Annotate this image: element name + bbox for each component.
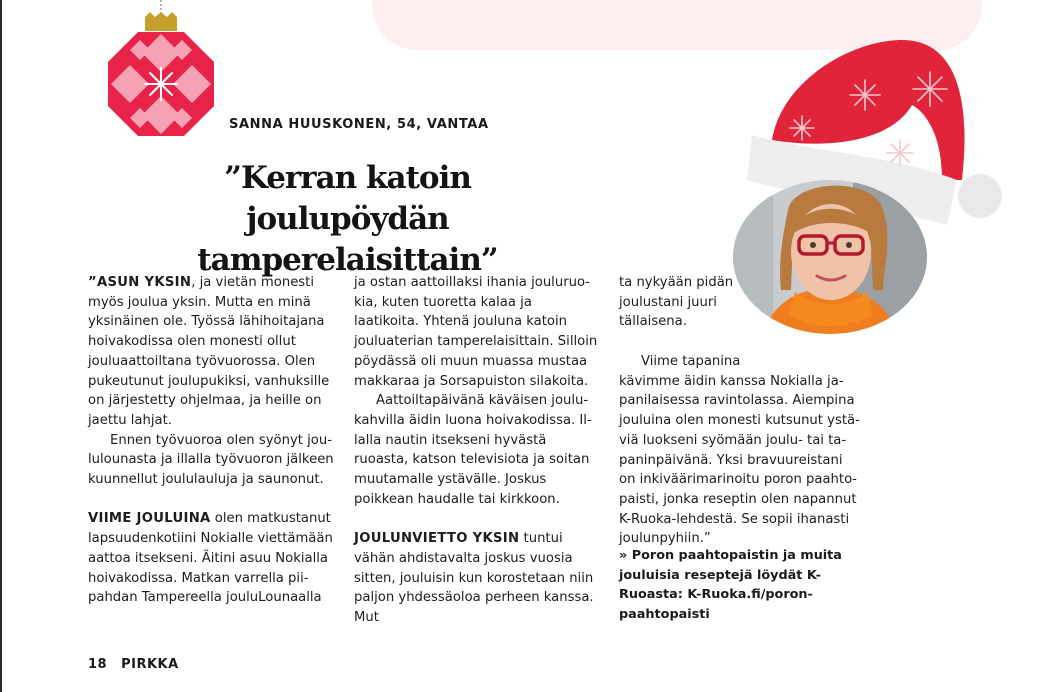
headline-line-2: tamperelaisittain” <box>197 242 498 278</box>
page-footer <box>88 657 179 672</box>
paragraph <box>619 352 861 372</box>
paragraph <box>88 273 336 431</box>
article-column-2 <box>354 273 600 628</box>
paragraph-text: tuntui vähän ahdistavalta joskus vuosia sitten, jouluisin kun korostetaan niin paljon yhdessäoloa perheen kanssa. Mut <box>354 531 594 625</box>
paragraph <box>88 509 336 608</box>
paragraph <box>354 529 600 628</box>
recipe-promo: » Poron paahtopaistin ja muita jouluisia reseptejä löydät K-Ruoasta: K-Ruoka.fi/poron-paahtopaisti <box>619 548 842 623</box>
paragraph: Aattoiltapäivänä käväisen joulukahvilla äidin luona hoivakodissa. Illalla nautin itsekseni hyvästä ruoasta, katson televisiota ja soitan muutamalle ystävälle. Joskus poikkean haudalle tai kirkkoon. <box>354 393 592 507</box>
article-column-1 <box>88 273 336 608</box>
headline-line-1: ”Kerran katoin joulupöydän <box>224 160 471 237</box>
lead-in: ”ASUN YKSIN <box>88 275 192 290</box>
headline <box>120 158 575 281</box>
article-column-3-top <box>619 273 737 332</box>
portrait-photo <box>733 180 927 334</box>
paragraph: Ennen työvuoroa olen syönyt joululounasta ja illalla työvuoron jälkeen kuunnellut joululauluja ja saunonut. <box>88 432 334 488</box>
lead-in: VIIME JOULUINA <box>88 511 211 527</box>
byline: SANNA HUUSKONEN, 54, VANTAA <box>229 117 489 132</box>
page-edge <box>0 0 2 692</box>
paragraph: ta nykyään pidän joulustani juuri tällaisena. <box>619 275 734 330</box>
paragraph-text: Viime tapanina <box>641 354 741 369</box>
paragraph: ja ostan aattoillaksi ihania jouluruokia, kuten tuoretta kalaa ja laatikoita. Yhtenä jouluna katoin jouluaterian tamperelaisittain. Silloin pöydässä oli muun muassa mustaa makkaraa ja Sorsapuiston silakoita. <box>354 275 598 389</box>
paragraph: kävimme äidin kanssa Nokialla japanilaisessa ravintolassa. Aiempina jouluina olen monesti kutsunut ystäviä luokseni syömään joulu- tai tapaninpäivänä. Yksi bravuureistani on inkiväärimarinoitu poron paahtopaisti, jonka reseptin olen napannut K-Ruoka-lehdestä. Se sopii ihanasti joulunpyhiin.” <box>619 373 860 547</box>
lead-in: JOULUNVIETTO YKSIN <box>354 531 520 547</box>
magazine-name: PIRKKA <box>121 657 179 672</box>
paragraph-text: , ja vietän monesti myös joulua yksin. Mutta en minä yksinäinen ole. Työssä lähihoitajana hoivakodissa olen monesti ollut jouluaattoiltana työvuorossa. Olen pukeutunut joulupukiksi, vanhuksille on järjestetty ohjelmaa, ja heille on jaettu lahjat. <box>88 275 330 428</box>
article-column-3 <box>619 352 861 549</box>
page-number: 18 <box>88 657 108 672</box>
paragraph-text: olen matkustanut lapsuudenkotiini Nokialle viettämään aattoa itsekseni. Äitini asuu Nokialla hoivakodissa. Matkan varrella piipahdan Tampereella jouluLounaalla <box>88 511 333 606</box>
christmas-ornament-icon <box>100 0 222 140</box>
